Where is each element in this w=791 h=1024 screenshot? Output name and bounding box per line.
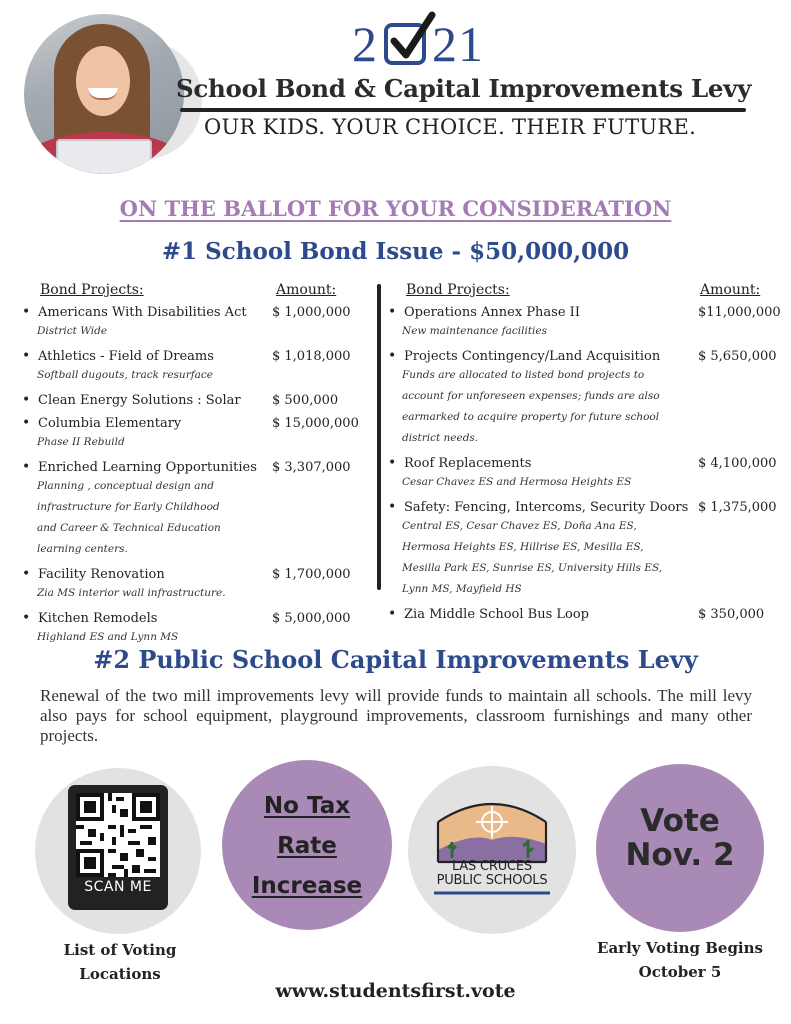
bullet-icon: • <box>22 415 31 431</box>
left-col-amount-header: Amount: <box>276 282 337 298</box>
bond-project-left-4 <box>22 459 257 475</box>
bond-project-name: Columbia Elementary <box>38 416 182 431</box>
bullet-icon: • <box>22 459 31 475</box>
bond-title: #1 School Bond Issue - $50,000,000 <box>161 238 630 265</box>
bond-amount: $ 350,000 <box>698 607 765 622</box>
bond-amount: $ 500,000 <box>272 393 339 408</box>
bond-project-name: Operations Annex Phase II <box>404 305 580 320</box>
tagline: OUR KIDS. YOUR CHOICE. THEIR FUTURE. <box>204 115 697 139</box>
bond-project-note: Hermosa Heights ES, Hillrise ES, Mesilla ES, <box>402 541 644 553</box>
bond-project-name: Safety: Fencing, Intercoms, Security Doors <box>404 500 689 515</box>
left-col-projects-header: Bond Projects: <box>40 282 144 298</box>
bond-project-left-0 <box>22 304 247 320</box>
bond-project-note: Cesar Chavez ES and Hermosa Heights ES <box>402 476 632 488</box>
bond-project-note: and Career & Technical Education <box>37 522 221 534</box>
bullet-icon: • <box>22 348 31 364</box>
bond-project-note: learning centers. <box>37 543 128 555</box>
bond-project-note: Funds are allocated to listed bond projects to <box>402 369 645 381</box>
student-photo <box>24 14 184 174</box>
vote-nov-2: Vote Nov. 2 <box>625 803 735 873</box>
bond-project-note: Zia MS interior wall infrastructure. <box>37 587 226 599</box>
bullet-icon: • <box>388 606 397 622</box>
bond-project-name: Americans With Disabilities Act <box>38 305 247 320</box>
year-right: 21 <box>432 16 484 72</box>
bond-project-note: Softball dugouts, track resurface <box>37 369 213 381</box>
bond-amount: $ 3,307,000 <box>272 460 351 475</box>
year-left: 2 <box>352 16 378 72</box>
right-col-projects-header: Bond Projects: <box>406 282 510 298</box>
bullet-icon: • <box>22 304 31 320</box>
bond-project-note: account for unforeseen expenses; funds are also <box>402 390 660 402</box>
title-rule <box>180 108 746 112</box>
bond-project-right-4 <box>388 606 590 622</box>
bond-project-name: Facility Renovation <box>38 567 165 582</box>
bullet-icon: • <box>22 392 31 408</box>
bond-project-note: District Wide <box>37 325 108 337</box>
bond-project-note: Lynn MS, Mayfield HS <box>402 583 522 595</box>
bullet-icon: • <box>388 499 397 515</box>
bullet-icon: • <box>22 566 31 582</box>
bond-project-name: Roof Replacements <box>404 456 532 471</box>
website-url[interactable]: www.studentsfirst.vote <box>275 980 516 1002</box>
qr-code[interactable] <box>68 785 168 910</box>
page-title: School Bond & Capital Improvements Levy <box>176 74 752 103</box>
bond-project-right-2 <box>388 455 532 471</box>
no-tax-rate-increase: No Tax Rate Increase <box>251 793 363 899</box>
bond-project-left-6 <box>22 610 158 626</box>
bullet-icon: • <box>22 610 31 626</box>
scan-me-label: SCAN ME <box>84 879 152 895</box>
levy-description: Renewal of the two mill improvements levy will provide funds to maintain all schools. The mill levy also pays for school equipment, playground improvements, classroom furnishings and many other projects. <box>40 686 752 745</box>
ballot-heading: ON THE BALLOT FOR YOUR CONSIDERATION <box>119 196 672 221</box>
right-col-amount-header: Amount: <box>700 282 761 298</box>
bond-project-note: Central ES, Cesar Chavez ES, Doña Ana ES, <box>402 520 637 532</box>
las-cruces-logo-text: LAS CRUCES PUBLIC SCHOOLS <box>436 859 548 888</box>
bond-project-note: New maintenance facilities <box>402 325 547 337</box>
levy-title: #2 Public School Capital Improvements Levy <box>93 645 698 674</box>
bond-project-left-3 <box>22 415 182 431</box>
bond-amount: $ 5,000,000 <box>272 611 351 626</box>
bond-amount: $ 5,650,000 <box>698 349 777 364</box>
bond-project-name: Kitchen Remodels <box>38 611 158 626</box>
bond-amount: $ 1,018,000 <box>272 349 351 364</box>
bullet-icon: • <box>388 304 397 320</box>
bond-project-note: Mesilla Park ES, Sunrise ES, University Hills ES, <box>402 562 663 574</box>
bond-project-name: Clean Energy Solutions : Solar <box>38 393 241 408</box>
bond-project-right-0 <box>388 304 580 320</box>
bond-amount: $11,000,000 <box>698 305 781 320</box>
bond-project-name: Zia Middle School Bus Loop <box>404 607 590 622</box>
qr-icon <box>76 793 160 877</box>
bond-project-note: district needs. <box>402 432 479 444</box>
bullet-icon: • <box>388 348 397 364</box>
bond-project-note: infrastructure for Early Childhood <box>37 501 220 513</box>
bond-amount: $ 4,100,000 <box>698 456 777 471</box>
voting-locations-caption: List of Voting Locations <box>63 941 177 983</box>
bond-amount: $ 1,700,000 <box>272 567 351 582</box>
early-voting-caption: Early Voting Begins October 5 <box>597 939 763 981</box>
bond-project-left-1 <box>22 348 214 364</box>
bond-project-name: Enriched Learning Opportunities <box>38 460 257 475</box>
bond-project-name: Athletics - Field of Dreams <box>38 349 214 364</box>
bond-project-note: Highland ES and Lynn MS <box>37 631 179 643</box>
bullet-icon: • <box>388 455 397 471</box>
bond-amount: $ 1,375,000 <box>698 500 777 515</box>
bond-project-note: Planning , conceptual design and <box>37 480 215 492</box>
bond-project-right-1 <box>388 348 661 364</box>
bond-amount: $ 1,000,000 <box>272 305 351 320</box>
column-divider <box>377 284 381 590</box>
bond-project-name: Projects Contingency/Land Acquisition <box>404 349 661 364</box>
year-logo <box>352 14 484 74</box>
bond-amount: $ 15,000,000 <box>272 416 359 431</box>
bond-project-note: earmarked to acquire property for future school <box>402 411 660 423</box>
bond-project-left-5 <box>22 566 165 582</box>
bond-project-right-3 <box>388 499 689 515</box>
bond-project-left-2 <box>22 392 241 408</box>
bond-project-note: Phase II Rebuild <box>37 436 125 448</box>
checkmark-icon <box>384 23 426 65</box>
